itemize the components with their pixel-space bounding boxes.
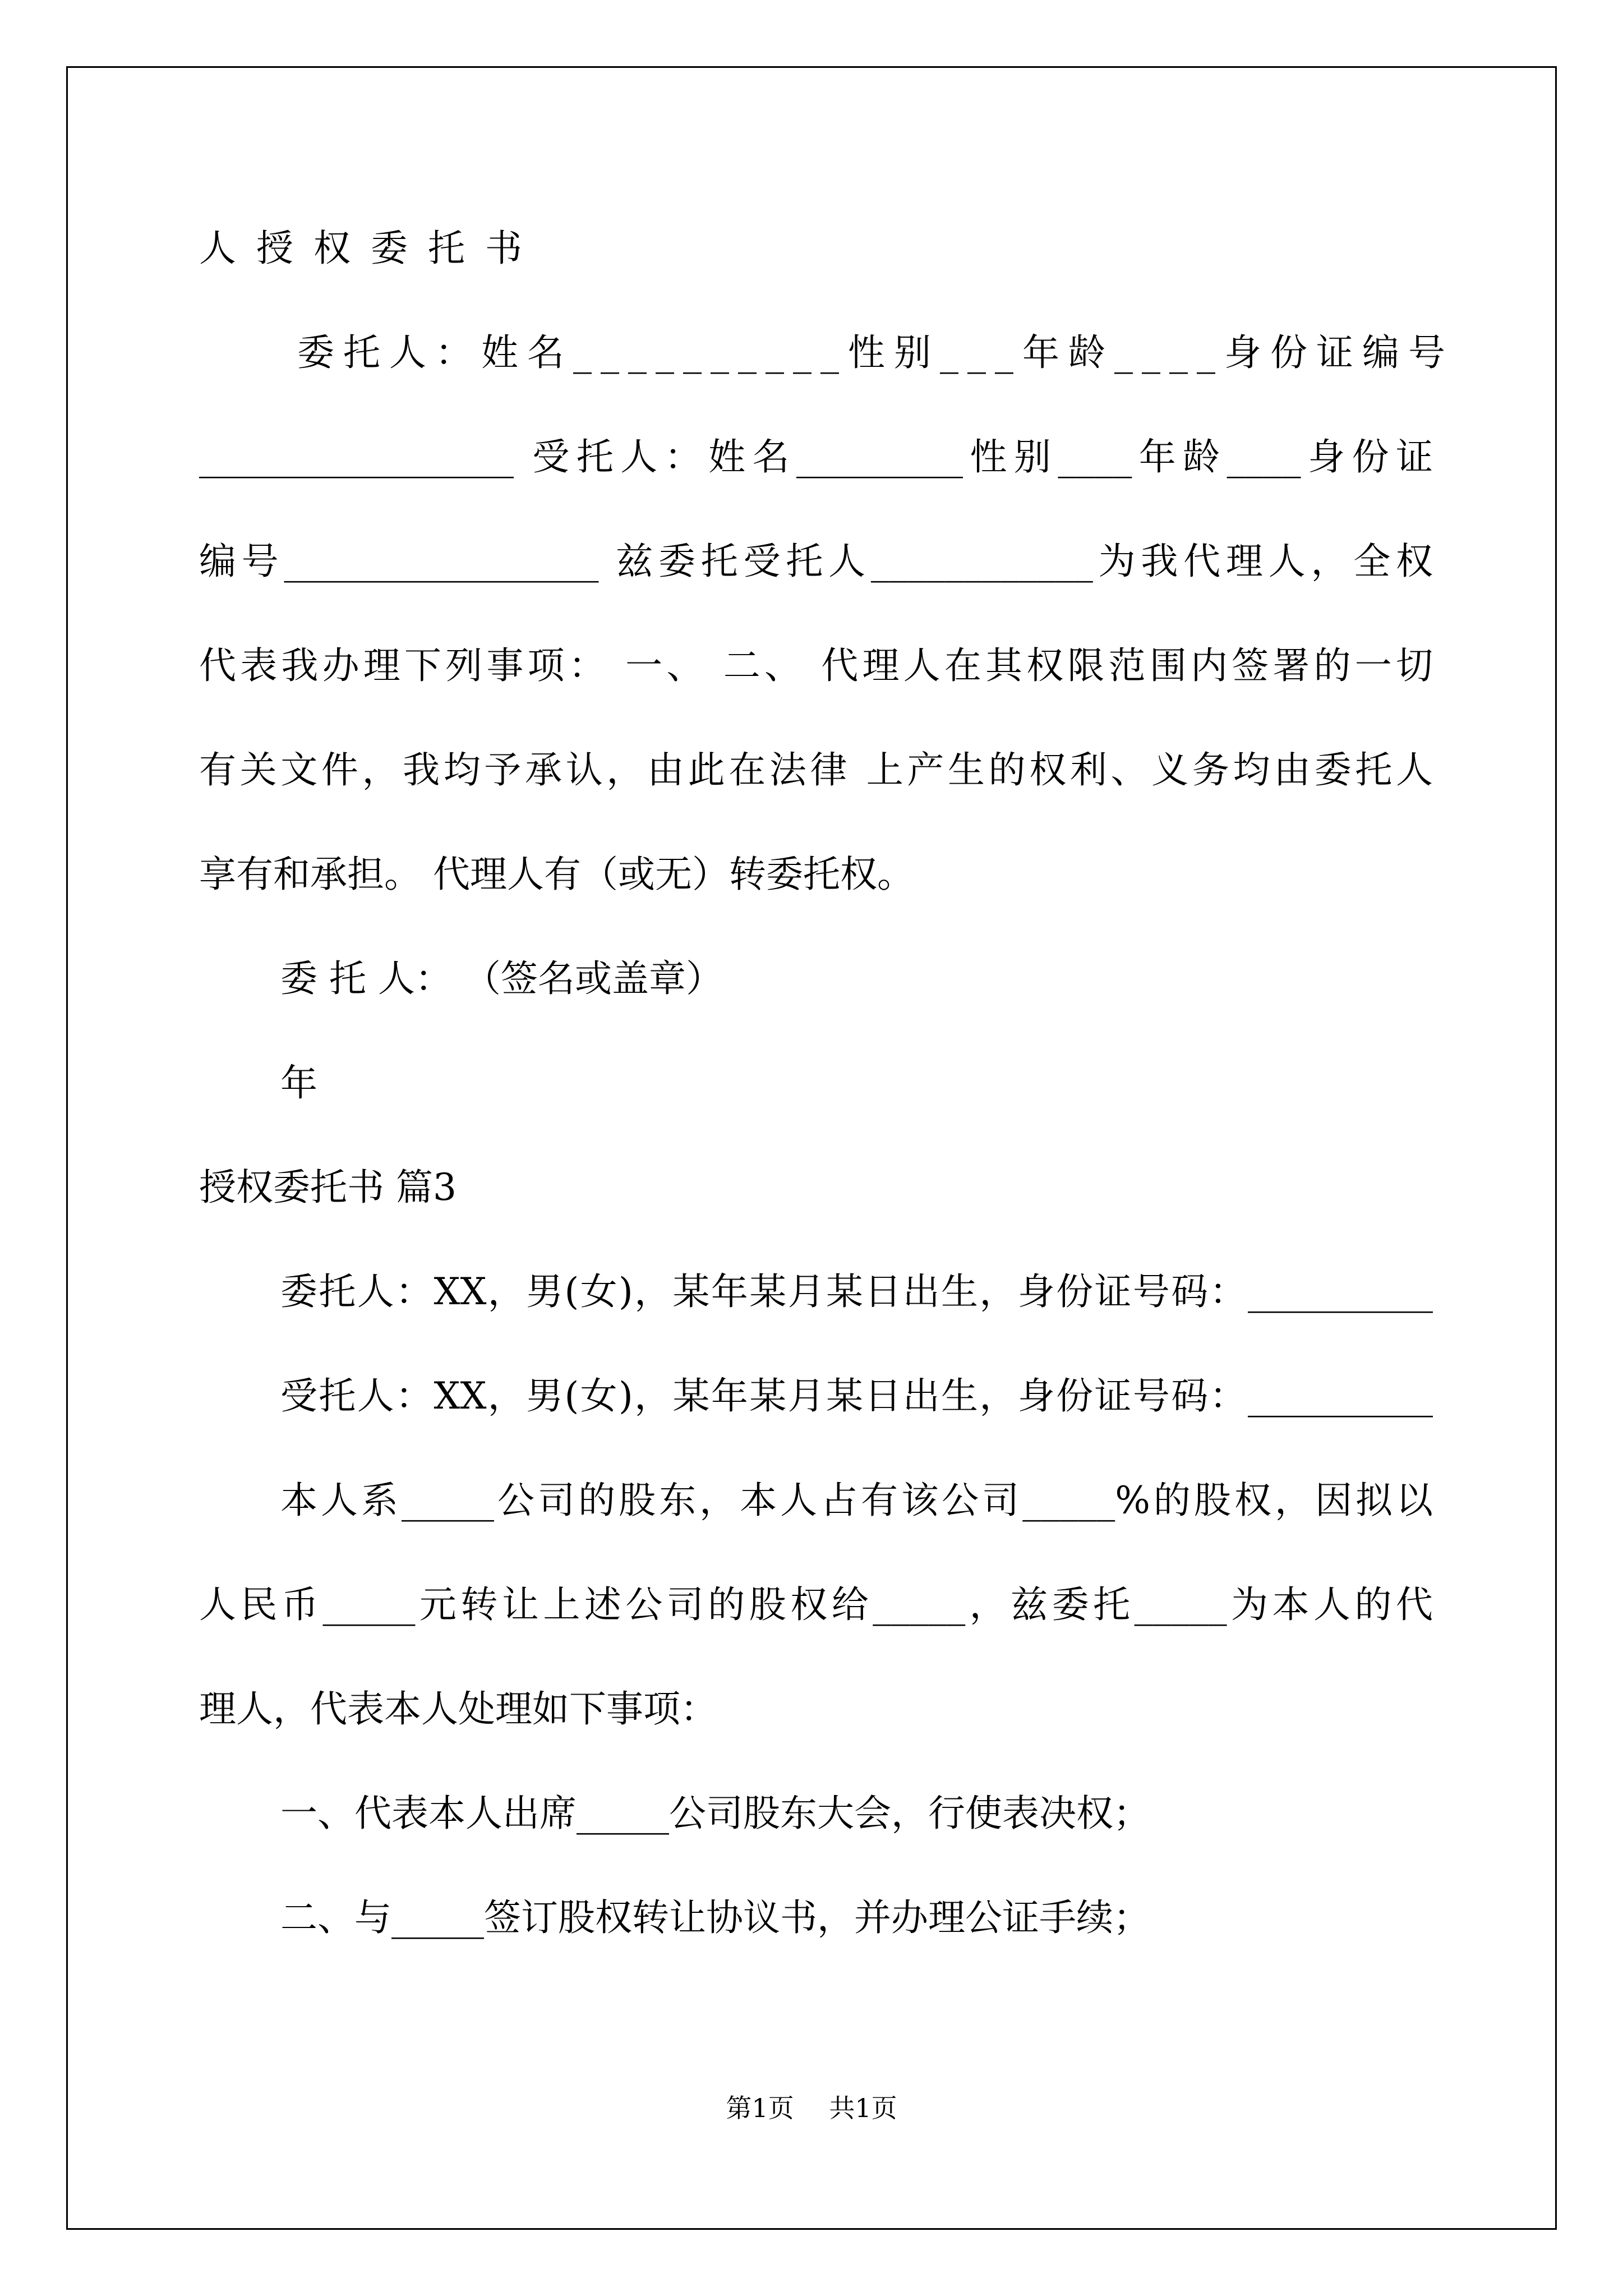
paragraph-line: 有关文件，我均予承认，由此在法律 上产生的权利、义务均由委托人 [199,748,1433,792]
paragraph-line: 委托人：姓名__________性别___年龄____身份证编号 [297,331,1454,374]
document-body [199,222,1454,1995]
date-line: 年 [280,1061,317,1105]
paragraph-line: 委托人：XX，男(女)，某年某月某日出生，身份证号码：__________ [280,1270,1433,1313]
paragraph-line: 编号_________________ 兹委托受托人____________为我代理人，全权 [199,540,1433,583]
signature-line: 委 托 人： （签名或盖章） [280,957,723,1000]
list-item: 二、与_____签订股权转让协议书，并办理公证手续； [280,1896,1150,1939]
page-footer [0,2091,1623,2125]
document-title: 人授权委托书 [199,227,542,270]
paragraph-line: 享有和承担。 代理人有（或无）转委托权。 [199,853,914,896]
section-heading: 授权委托书 篇3 [199,1166,457,1209]
list-item: 一、代表本人出席_____公司股东大会，行使表决权； [280,1792,1150,1835]
paragraph-line: 理人，代表本人处理如下事项： [199,1687,717,1731]
paragraph-line: 本人系_____公司的股东，本人占有该公司_____%的股权，因拟以 [280,1479,1433,1522]
paragraph-line: 代表我办理下列事项： 一、 二、 代理人在其权限范围内签署的一切 [199,644,1433,687]
paragraph-line: 受托人：XX，男(女)，某年某月某日出生，身份证号码：__________ [280,1374,1433,1418]
page-total: 共1页 [829,2093,897,2123]
paragraph-line: _________________ 受托人：姓名_________性别____年龄____身份证 [199,435,1433,478]
paragraph-line: 人民币_____元转让上述公司的股权给_____，兹委托_____为本人的代 [199,1583,1433,1626]
page-number: 第1页 [726,2093,794,2123]
